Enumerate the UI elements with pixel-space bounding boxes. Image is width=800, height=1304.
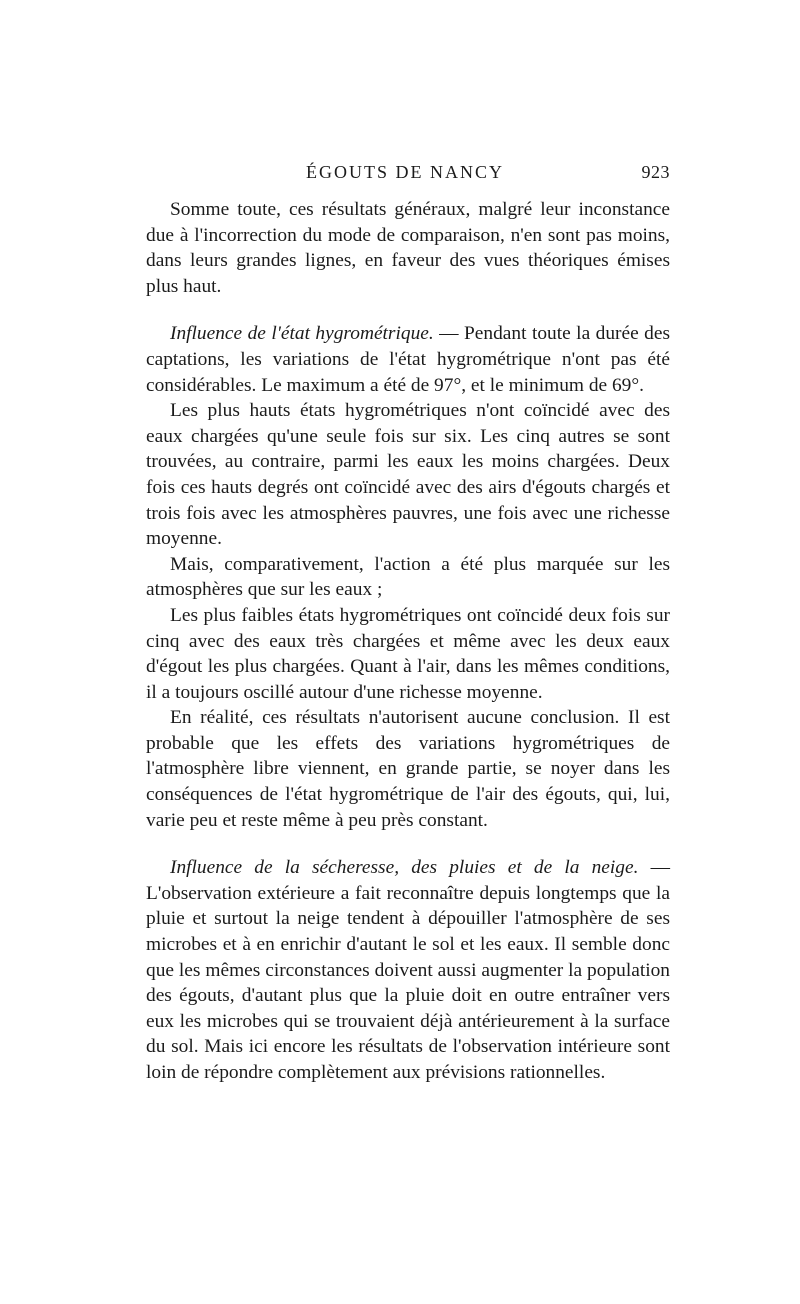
section-heading: Influence de l'état hygrométrique. (170, 323, 434, 345)
paragraph (146, 603, 670, 705)
paragraph-conclusion (146, 197, 670, 299)
paragraph-text: Les plus faibles états hygrométriques ont coïncidé deux fois sur cinq avec des eaux très chargées et même avec les deux eaux d'égout les plus chargées. Quant à l'air, dans les mêmes conditions, il a toujours oscillé autour d'une richesse moyenne. (146, 604, 670, 703)
section-weather (146, 855, 670, 1085)
paragraph (146, 705, 670, 833)
paragraph-text: Les plus hauts états hygrométriques n'ont coïncidé avec des eaux chargées qu'une seule fois sur six. Les cinq autres se sont trouvées, au contraire, parmi les eaux les moins chargées. Deux fois ces hauts degrés ont coïncidé avec des airs d'égouts chargés et trois fois avec les atmosphères pauvres, une fois avec une richesse moyenne. (146, 400, 670, 550)
paragraph-text: — L'observation extérieure a fait reconnaître depuis longtemps que la pluie et surtout la neige tendent à dépouiller l'atmosphère de ses microbes et à en enrichir d'autant le sol et les eaux. Il semble donc que les mêmes circonstances doivent aussi augmenter la population des égouts, d'autant plus que la pluie doit en outre entraîner vers eux les microbes qui se trouvaient déjà antérieurement à la surface du sol. Mais ici encore les résultats de l'observation intérieure sont loin de répondre complètement aux prévisions rationnelles. (146, 857, 670, 1083)
section-heading: Influence de la sécheresse, des pluies et de la neige. (170, 857, 639, 879)
section-hygrometry (146, 321, 670, 398)
paragraph-text: Somme toute, ces résultats généraux, malgré leur inconstance due à l'incorrection du mode de comparaison, n'en sont pas moins, dans leurs grandes lignes, en faveur des vues théoriques émises plus haut. (146, 199, 670, 297)
body-text (146, 197, 670, 1086)
page-number: 923 (641, 162, 670, 182)
running-header (140, 162, 670, 186)
paragraph (146, 552, 670, 603)
paragraph-text: Mais, comparativement, l'action a été plus marquée sur les atmosphères que sur les eaux ; (146, 553, 670, 601)
paragraph-text: En réalité, ces résultats n'autorisent aucune conclusion. Il est probable que les effets des variations hygrométriques de l'atmosphère libre viennent, en grande partie, se noyer dans les conséquences de l'état hygrométrique de l'air des égouts, qui, lui, varie peu et reste même à peu près constant. (146, 707, 670, 831)
running-title: ÉGOUTS DE NANCY (306, 162, 504, 182)
paragraph (146, 398, 670, 552)
paragraph-text: — Pendant toute la durée des captations, les variations de l'état hygrométrique n'ont pas été considérables. Le maximum a été de 97°, et le minimum de 69°. (146, 323, 670, 396)
